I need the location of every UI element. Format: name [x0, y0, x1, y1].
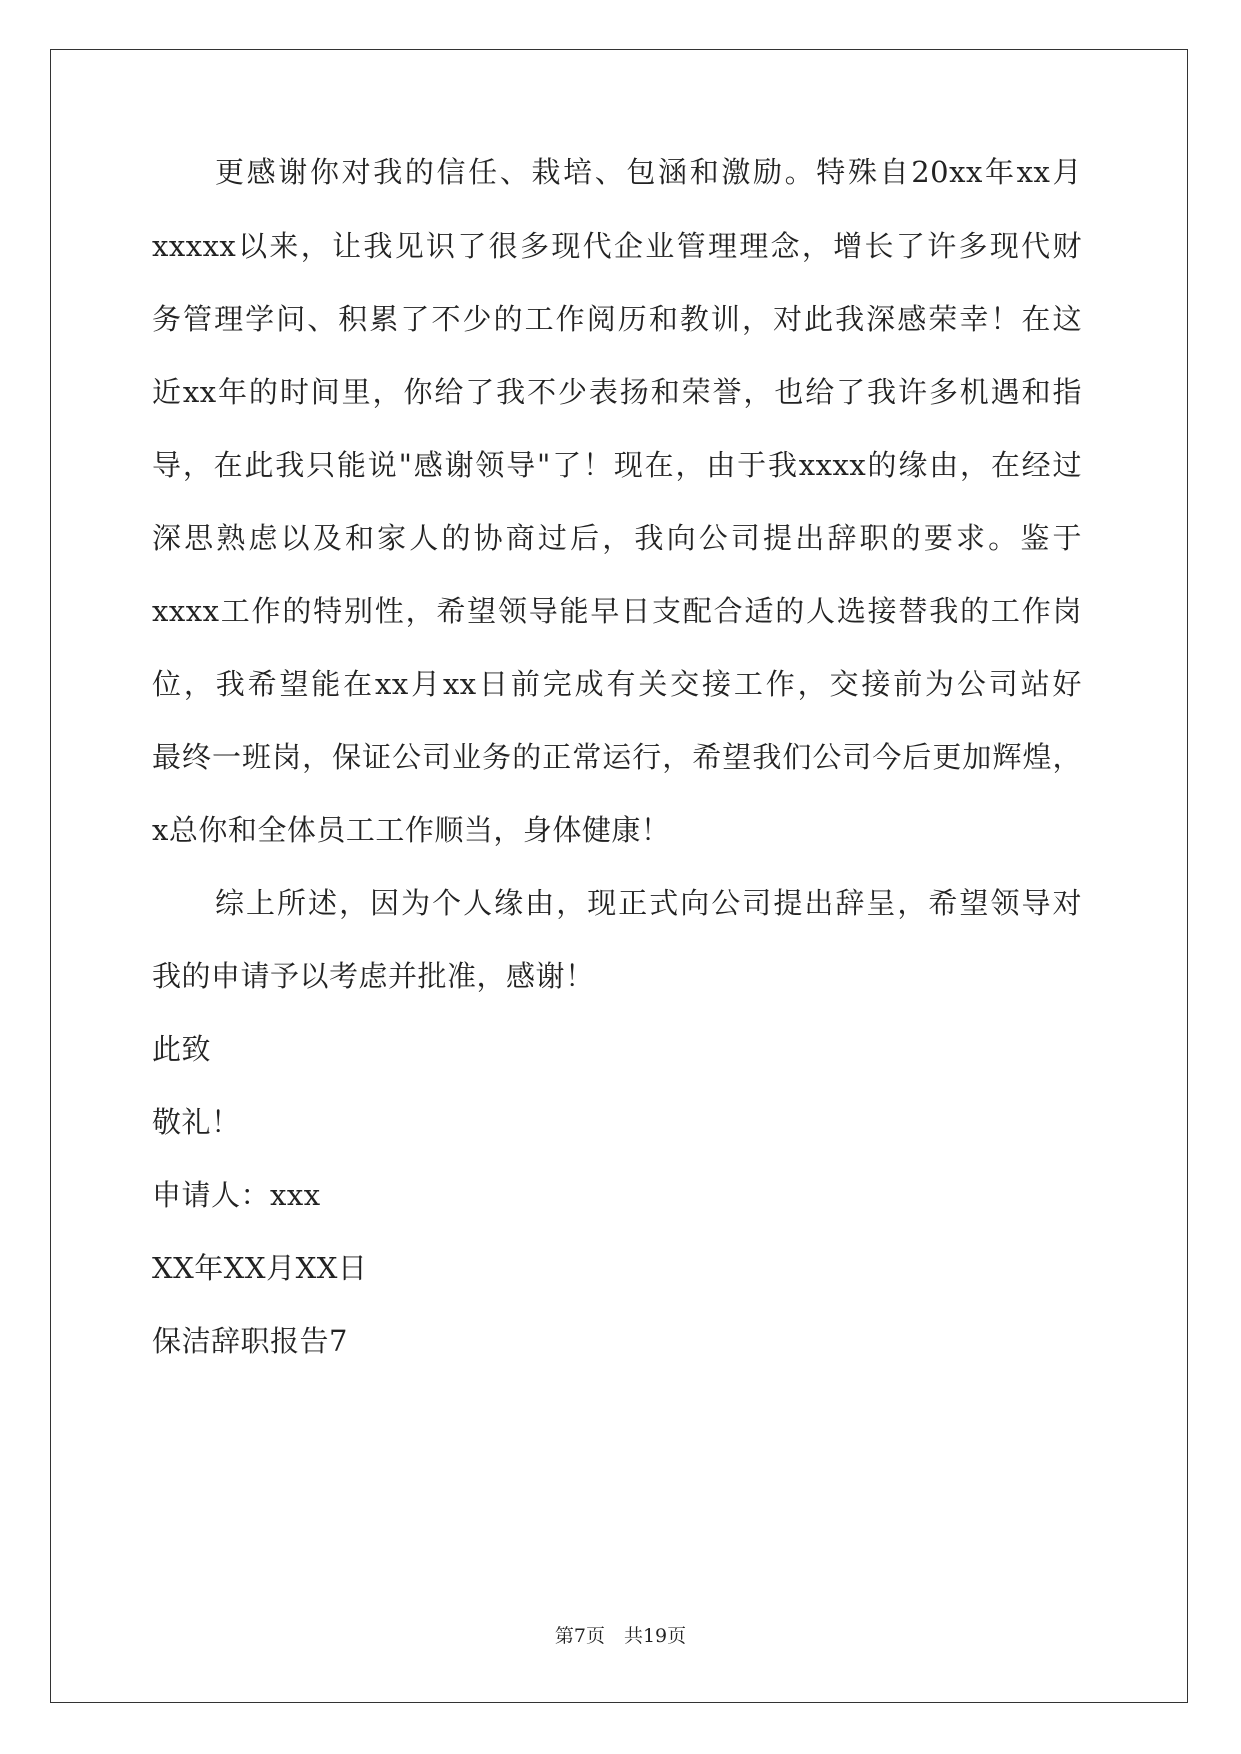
paragraph-line: x总你和全体员工工作顺当，身体健康！: [152, 813, 671, 847]
paragraph-line: 我的申请予以考虑并批准，感谢！: [152, 959, 595, 993]
date-line: XX年XX月XX日: [152, 1251, 368, 1285]
paragraph-line: 近xx年的时间里，你给了我不少表扬和荣誉，也给了我许多机遇和指: [152, 375, 1082, 409]
page-border: [50, 49, 1188, 1703]
paragraph-line: xxxxx以来，让我见识了很多现代企业管理理念，增长了许多现代财: [152, 229, 1082, 263]
paragraph-line: 更感谢你对我的信任、栽培、包涵和激励。特殊自20xx年xx月: [215, 155, 1082, 189]
paragraph-line: 综上所述，因为个人缘由，现正式向公司提出辞呈，希望领导对: [215, 886, 1082, 920]
paragraph-line: 深思熟虑以及和家人的协商过后，我向公司提出辞职的要求。鉴于: [152, 521, 1082, 555]
closing-text: 此致: [152, 1032, 212, 1066]
page-number-footer: 第7页 共19页: [554, 1625, 687, 1647]
next-section-title: 保洁辞职报告7: [152, 1324, 348, 1358]
salute-text: 敬礼！: [152, 1105, 241, 1139]
paragraph-line: 务管理学问、积累了不少的工作阅历和教训，对此我深感荣幸！在这: [152, 302, 1082, 336]
paragraph-line: 最终一班岗，保证公司业务的正常运行，希望我们公司今后更加辉煌，: [152, 740, 1082, 774]
paragraph-line: 导，在此我只能说"感谢领导"了！现在，由于我xxxx的缘由，在经过: [152, 448, 1082, 482]
paragraph-line: xxxx工作的特别性，希望领导能早日支配合适的人选接替我的工作岗: [152, 594, 1082, 628]
paragraph-line: 位，我希望能在xx月xx日前完成有关交接工作，交接前为公司站好: [152, 667, 1082, 701]
applicant-line: 申请人：xxx: [152, 1178, 321, 1212]
